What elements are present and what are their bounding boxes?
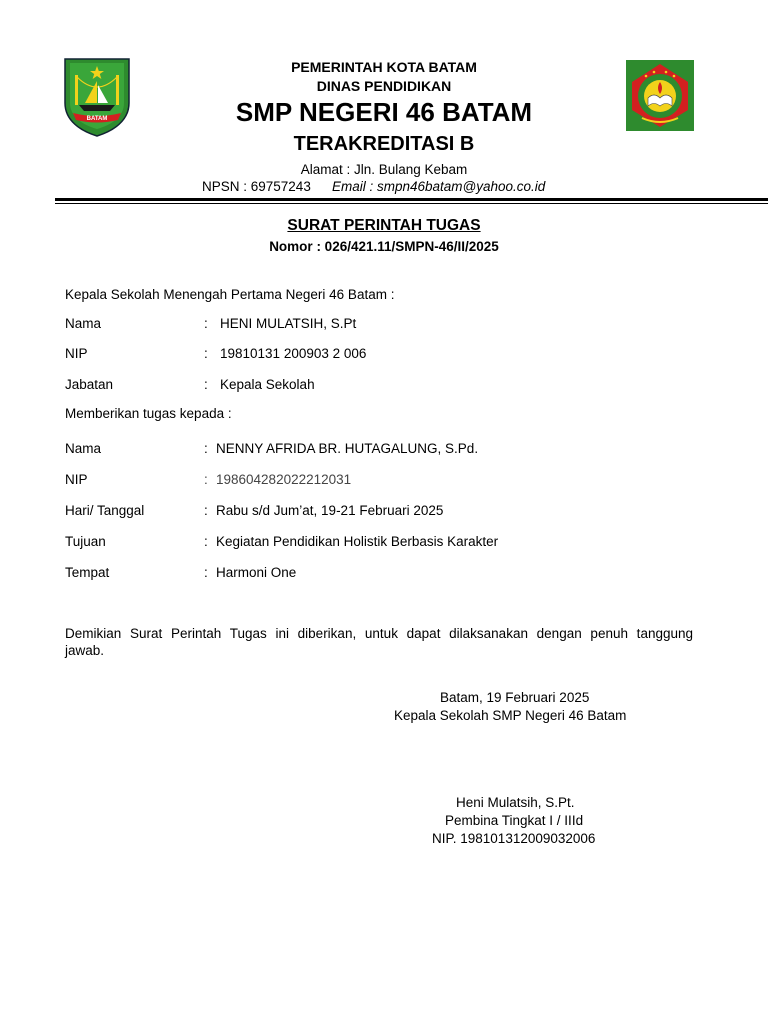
accreditation-status: TERAKREDITASI B — [293, 133, 475, 155]
header-divider-thin — [55, 203, 768, 204]
row-value: Harmoni One — [216, 565, 297, 580]
row-value: Kegiatan Pendidikan Holistik Berbasis Karakter — [216, 534, 499, 549]
row-label: Nama — [65, 441, 102, 456]
row-value: 198604282022212031 — [216, 472, 352, 487]
row-colon: : — [204, 441, 208, 456]
issuer-intro: Kepala Sekolah Menengah Pertama Negeri 46 Batam : — [65, 287, 395, 302]
closing-paragraph-line1: Demikian Surat Perintah Tugas ini diberikan, untuk dapat dilaksanakan dengan penuh tanggung — [65, 626, 693, 641]
npsn: NPSN : 69757243 — [202, 179, 311, 194]
row-label: Tujuan — [65, 534, 106, 549]
row-value: NENNY AFRIDA BR. HUTAGALUNG, S.Pd. — [216, 441, 479, 456]
row-value: Rabu s/d Jum’at, 19-21 Februari 2025 — [216, 503, 444, 518]
row-value: 19810131 200903 2 006 — [220, 346, 367, 361]
assignee-intro: Memberikan tugas kepada : — [65, 406, 232, 421]
government-name: PEMERINTAH KOTA BATAM — [291, 59, 477, 75]
department-name: DINAS PENDIDIKAN — [316, 78, 452, 94]
row-value: HENI MULATSIH, S.Pt — [220, 316, 357, 331]
row-label: NIP — [65, 472, 88, 487]
row-colon: : — [204, 565, 208, 580]
closing-paragraph-line2: jawab. — [65, 643, 105, 658]
row-label: Tempat — [65, 565, 110, 580]
row-colon: : — [204, 503, 208, 518]
row-value: Kepala Sekolah — [220, 377, 315, 392]
signature-position: Kepala Sekolah SMP Negeri 46 Batam — [394, 708, 627, 723]
row-colon: : — [204, 534, 208, 549]
signer-name: Heni Mulatsih, S.Pt. — [456, 795, 575, 810]
school-address: Alamat : Jln. Bulang Kebam — [300, 162, 468, 177]
school-email: Email : smpn46batam@yahoo.co.id — [332, 179, 546, 194]
row-label: Jabatan — [65, 377, 114, 392]
signer-rank: Pembina Tingkat I / IIId — [445, 813, 584, 828]
row-label: Nama — [65, 316, 102, 331]
row-colon: : — [204, 377, 208, 392]
signature-place-date: Batam, 19 Februari 2025 — [440, 690, 590, 705]
row-colon: : — [204, 316, 208, 331]
header-divider-thick — [55, 198, 768, 201]
row-colon: : — [204, 346, 208, 361]
signer-nip: NIP. 198101312009032006 — [432, 831, 596, 846]
letter-number: Nomor : 026/421.11/SMPN-46/II/2025 — [269, 239, 499, 254]
row-colon: : — [204, 472, 208, 487]
letter-title: SURAT PERINTAH TUGAS — [287, 217, 481, 234]
row-label: Hari/ Tanggal — [65, 503, 145, 518]
school-name: SMP NEGERI 46 BATAM — [235, 97, 533, 127]
emblem-label: BATAM — [86, 116, 108, 122]
row-label: NIP — [65, 346, 88, 361]
